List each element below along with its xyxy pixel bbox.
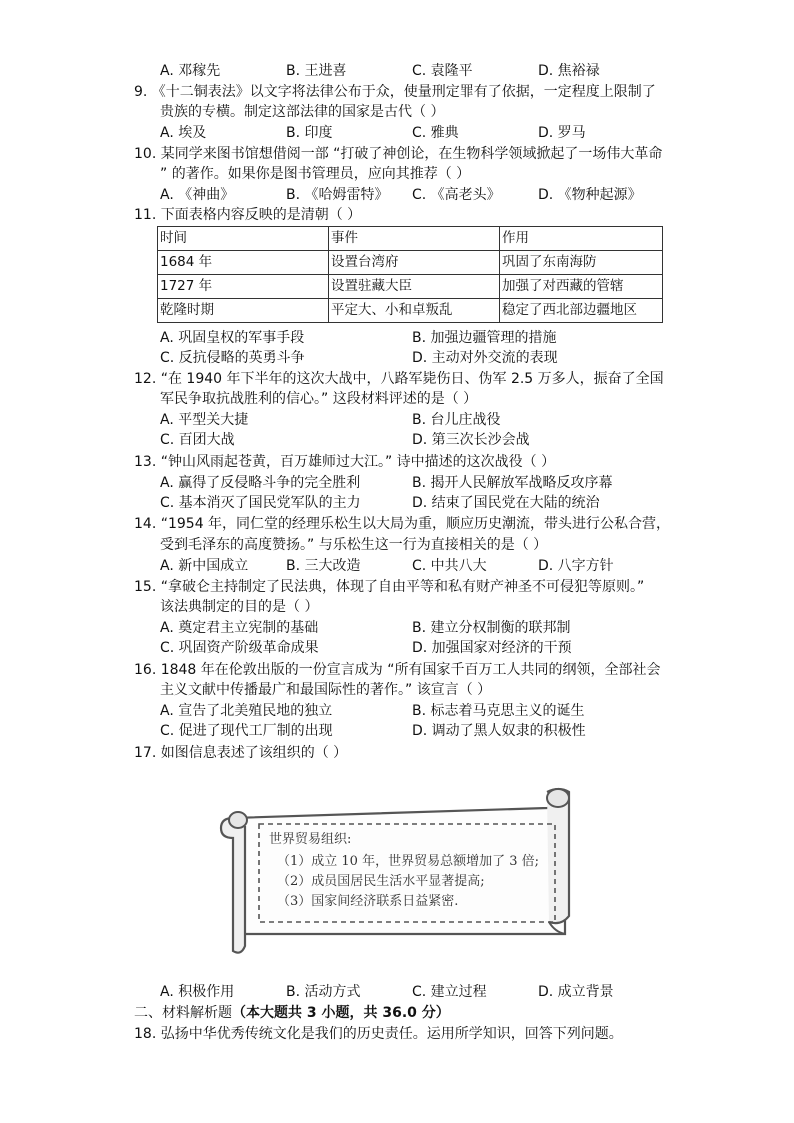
q9-option-d: D. 罗马 (538, 125, 586, 141)
q16-option-b: B. 标志着马克思主义的诞生 (412, 703, 585, 719)
scroll-image (215, 786, 577, 956)
q15-stem-line-1: 15. “拿破仑主持制定了民法典，体现了自由平等和私有财产神圣不可侵犯等原则。” (134, 579, 645, 595)
q14-option-d: D. 八字方针 (538, 558, 614, 574)
q9-stem-line-1: 9. 《十二铜表法》以文字将法律公布于众，使量刑定罪有了依据，一定程度上限制了 (134, 84, 656, 100)
section-heading (134, 1003, 450, 1023)
q17-option-d: D. 成立背景 (538, 984, 614, 1000)
q16-option-d: D. 调动了黑人奴隶的积极性 (412, 723, 586, 739)
q18-stem-line-1: 18. 弘扬中华优秀传统文化是我们的历史责任。运用所学知识，回答下列问题。 (134, 1026, 623, 1042)
table-header-cell: 作用 (500, 227, 663, 251)
table-cell: 加强了对西藏的管辖 (500, 275, 663, 299)
scroll-title: 世界贸易组织: (269, 832, 352, 847)
q12-stem-line-1: 12. “在 1940 年下半年的这次大战中，八路军毙伤日、伪军 2.5 万多人，振奋了全国 (134, 371, 664, 387)
q12-stem-line-2: 军民争取抗战胜利的信心。” 这段材料评述的是（ ） (160, 391, 478, 407)
q10-stem-line-1: 10. 某同学来图书馆想借阅一部 “打破了神创论，在生物科学领域掀起了一场伟大革命 (134, 146, 663, 162)
q14-option-b: B. 三大改造 (286, 558, 361, 574)
q12-option-b: B. 台儿庄战役 (412, 412, 501, 428)
q10-option-d: D. 《物种起源》 (538, 187, 642, 203)
q15-option-c: C. 巩固资产阶级革命成果 (160, 640, 319, 656)
section-heading-prefix: 二、材料解析题 (134, 1005, 232, 1021)
q12-option-c: C. 百团大战 (160, 432, 235, 448)
q8-option-c: C. 袁隆平 (412, 63, 473, 79)
q10-option-b: B. 《哈姆雷特》 (286, 187, 389, 203)
q10-option-c: C. 《高老头》 (412, 187, 501, 203)
table-cell: 平定大、小和卓叛乱 (329, 299, 500, 323)
table-row (158, 299, 663, 323)
q13-option-b: B. 揭开人民解放军战略反攻序幕 (412, 475, 613, 491)
q16-stem-line-2: 主义文献中传播最广和最国际性的著作。” 该宣言（ ） (160, 682, 492, 698)
q10-stem-line-2: ” 的著作。如果你是图书管理员，应向其推荐（ ） (160, 166, 471, 182)
q12-option-a: A. 平型关大捷 (160, 412, 249, 428)
q8-option-a: A. 邓稼先 (160, 63, 221, 79)
q13-option-a: A. 赢得了反侵略斗争的完全胜利 (160, 475, 361, 491)
q13-stem-line-1: 13. “钟山风雨起苍黄，百万雄师过大江。” 诗中描述的这次战役（ ） (134, 454, 556, 470)
scroll-line-2: （2）成员国居民生活水平显著提高; (277, 874, 485, 889)
table-cell: 设置台湾府 (329, 251, 500, 275)
table-row (158, 275, 663, 299)
q14-option-a: A. 新中国成立 (160, 558, 249, 574)
q17-option-b: B. 活动方式 (286, 984, 361, 1000)
q14-stem-line-2: 受到毛泽东的高度赞扬。” 与乐松生这一行为直接相关的是（ ） (160, 537, 548, 553)
q16-option-c: C. 促进了现代工厂制的出现 (160, 723, 333, 739)
scroll-line-1: （1）成立 10 年，世界贸易总额增加了 3 倍; (277, 854, 539, 869)
q9-option-b: B. 印度 (286, 125, 333, 141)
q8-option-d: D. 焦裕禄 (538, 63, 600, 79)
table-header-row (158, 227, 663, 251)
table-cell: 1684 年 (158, 251, 329, 275)
table-cell: 1727 年 (158, 275, 329, 299)
q11-table (157, 226, 663, 323)
q8-option-b: B. 王进喜 (286, 63, 347, 79)
q9-option-c: C. 雅典 (412, 125, 459, 141)
q9-option-a: A. 埃及 (160, 125, 207, 141)
q15-option-d: D. 加强国家对经济的干预 (412, 640, 572, 656)
table-cell: 稳定了西北部边疆地区 (500, 299, 663, 323)
table-cell: 设置驻藏大臣 (329, 275, 500, 299)
q13-option-c: C. 基本消灭了国民党军队的主力 (160, 495, 361, 511)
q11-option-c: C. 反抗侵略的英勇斗争 (160, 350, 305, 366)
q11-option-a: A. 巩固皇权的军事手段 (160, 330, 305, 346)
q16-option-a: A. 宣告了北美殖民地的独立 (160, 703, 333, 719)
q16-stem-line-1: 16. 1848 年在伦敦出版的一份宣言成为 “所有国家千百万工人共同的纲领，全部社会 (134, 662, 661, 678)
scroll-line-3: （3）国家间经济联系日益紧密. (277, 894, 459, 909)
table-header-cell: 时间 (158, 227, 329, 251)
q11-option-b: B. 加强边疆管理的措施 (412, 330, 557, 346)
q11-option-d: D. 主动对外交流的表现 (412, 350, 558, 366)
q14-option-c: C. 中共八大 (412, 558, 487, 574)
q9-stem-line-2: 贵族的专横。制定这部法律的国家是古代（ ） (160, 104, 445, 120)
table-row (158, 251, 663, 275)
q12-option-d: D. 第三次长沙会战 (412, 432, 530, 448)
section-heading-detail: （本大题共 3 小题，共 36.0 分） (232, 1005, 450, 1021)
q15-stem-line-2: 该法典制定的目的是（ ） (160, 599, 319, 615)
table-cell: 乾隆时期 (158, 299, 329, 323)
q11-stem-line-1: 11. 下面表格内容反映的是清朝（ ） (134, 207, 362, 223)
q17-option-c: C. 建立过程 (412, 984, 487, 1000)
q14-stem-line-1: 14. “1954 年，同仁堂的经理乐松生以大局为重，顺应历史潮流，带头进行公私合营， (134, 516, 671, 532)
q17-stem-line-1: 17. 如图信息表述了该组织的（ ） (134, 745, 348, 761)
q15-option-a: A. 奠定君主立宪制的基础 (160, 620, 319, 636)
table-cell: 巩固了东南海防 (500, 251, 663, 275)
q13-option-d: D. 结束了国民党在大陆的统治 (412, 495, 600, 511)
table-header-cell: 事件 (329, 227, 500, 251)
q15-option-b: B. 建立分权制衡的联邦制 (412, 620, 571, 636)
q17-option-a: A. 积极作用 (160, 984, 235, 1000)
q10-option-a: A. 《神曲》 (160, 187, 235, 203)
